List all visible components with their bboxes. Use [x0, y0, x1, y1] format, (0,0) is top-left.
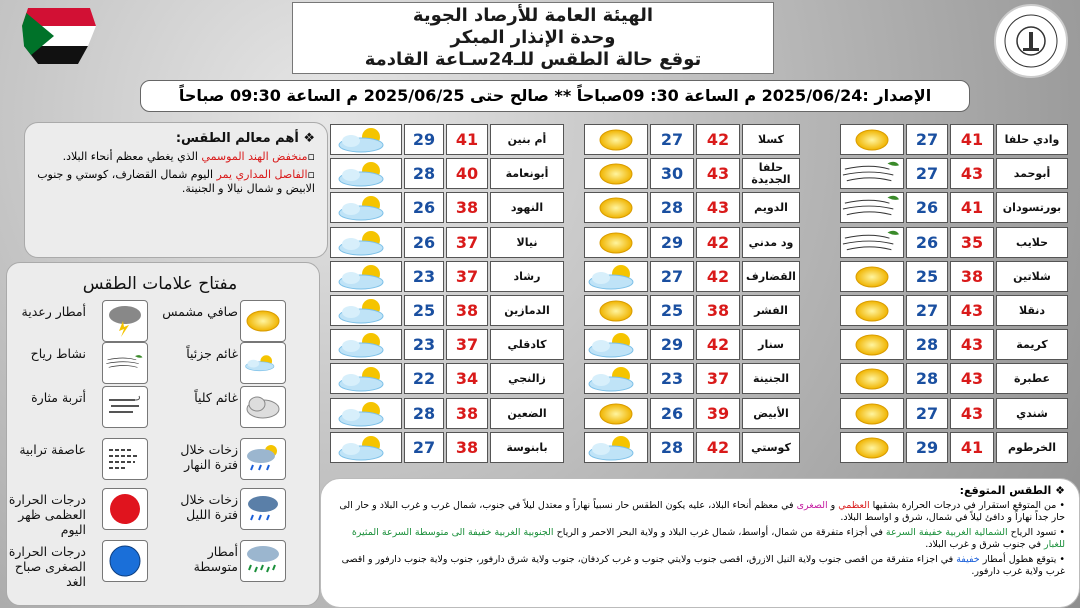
key-label: عاصفة ترابية [19, 442, 86, 457]
city-name: وادي حلفا [996, 124, 1068, 155]
city-name: القضارف [742, 261, 800, 292]
max-temp: 41 [950, 432, 994, 463]
key-label: صافي مشمس [162, 304, 238, 319]
city-name: أبونعامة [490, 158, 564, 189]
city-name: الجنينة [742, 363, 800, 394]
partly-weather-icon [330, 329, 402, 360]
sun-weather-icon [840, 329, 904, 360]
city-name: الأبيض [742, 398, 800, 429]
max-temp: 43 [950, 363, 994, 394]
max-temp: 35 [950, 227, 994, 258]
max-temp-icon [102, 488, 148, 530]
sun-weather-icon [584, 227, 648, 258]
sun-weather-icon [840, 295, 904, 326]
max-temp: 37 [696, 363, 740, 394]
city-name: كوستي [742, 432, 800, 463]
min-temp: 28 [650, 432, 694, 463]
partly-weather-icon [584, 432, 648, 463]
min-temp: 26 [404, 192, 444, 223]
moderate-rain-icon [240, 540, 286, 582]
unit-name: وحدة الإنذار المبكر [450, 27, 616, 48]
sun-icon [240, 300, 286, 342]
city-name: حلايب [996, 227, 1068, 258]
max-temp: 38 [696, 295, 740, 326]
max-temp: 43 [950, 158, 994, 189]
wind-icon [102, 342, 148, 384]
max-temp: 42 [696, 124, 740, 155]
max-temp: 43 [950, 329, 994, 360]
city-name: الضعين [490, 398, 564, 429]
sun-weather-icon [584, 158, 648, 189]
wind-weather-icon [840, 227, 904, 258]
min-temp: 28 [906, 329, 948, 360]
wind-weather-icon [840, 192, 904, 223]
min-temp: 27 [906, 295, 948, 326]
meteorological-authority-logo [994, 4, 1068, 78]
partly-weather-icon [330, 261, 402, 292]
max-temp: 38 [446, 432, 488, 463]
city-name: الدمازين [490, 295, 564, 326]
key-label: زخات خلال فترة الليل [180, 492, 238, 522]
min-temp: 26 [906, 227, 948, 258]
sun-weather-icon [840, 363, 904, 394]
max-temp: 42 [696, 329, 740, 360]
bulletin-title: توقع حالة الطقس للـ24سـاعة القادمة [364, 49, 702, 70]
sudan-flag-icon [18, 6, 100, 66]
feature-item: ▫الفاصل المداري يمر اليوم شمال القضارف، كوستي و جنوب الابيض و شمال نيالا و الجنينة. [37, 168, 315, 195]
features-title: أهم معالم الطقس: [175, 131, 299, 146]
city-name: بورتسودان [996, 192, 1068, 223]
min-temp: 28 [650, 192, 694, 223]
forecast-paragraph: • من المتوقع استقرار في درجات الحرارة بشقيها العظمي و الصغرى في معظم أنحاء البلاد، عليه يكون الطقس حار نسبياً نهاراً و معتدل ليلاً في جنوب، شمال غرب و غرب البلاد و حار الى حار جداً نهاراً و دافئ ليلاً في شمال، شرق و اواسط البلاد. [339, 500, 1065, 523]
dust-icon [102, 386, 148, 428]
key-label: أمطار رعدية [21, 304, 86, 319]
city-name: الخرطوم [996, 432, 1068, 463]
max-temp: 37 [446, 227, 488, 258]
max-temp: 43 [696, 192, 740, 223]
partly-weather-icon [330, 227, 402, 258]
city-name: كريمة [996, 329, 1068, 360]
max-temp: 39 [696, 398, 740, 429]
forecast-paragraph: • تسود الرياح الشمالية الغربية خفيفة السرعة في أجزاء متفرقة من شمال، أواسط، شمال غرب البلاد و ولاية البحر الاحمر و الرياح الجنوبية الغربية خفيفة الى متوسطة السرعة المثيرة للغبار في جنوب شرق و غرب البلاد. [351, 527, 1065, 550]
max-temp: 43 [950, 398, 994, 429]
max-temp: 37 [446, 329, 488, 360]
min-temp: 27 [906, 398, 948, 429]
key-label: درجات الحرارة الصغرى صباح الغد [8, 544, 86, 589]
max-temp: 38 [950, 261, 994, 292]
city-name: شلاتين [996, 261, 1068, 292]
min-temp: 26 [906, 192, 948, 223]
city-name: حلفا الجديدة [742, 158, 800, 189]
partly-weather-icon [330, 432, 402, 463]
partly-weather-icon [330, 158, 402, 189]
sun-weather-icon [584, 124, 648, 155]
sun-weather-icon [584, 398, 648, 429]
city-name: سنار [742, 329, 800, 360]
min-temp: 27 [650, 124, 694, 155]
key-label: أمطار متوسطة [193, 544, 238, 574]
sun-weather-icon [584, 295, 648, 326]
min-temp: 28 [906, 363, 948, 394]
city-name: أم بنين [490, 124, 564, 155]
wind-weather-icon [840, 158, 904, 189]
key-label: غائم جزئياً [186, 346, 238, 361]
key-label: أتربة مثارة [31, 390, 86, 405]
sun-weather-icon [584, 192, 648, 223]
partly-weather-icon [330, 124, 402, 155]
city-name: نيالا [490, 227, 564, 258]
min-temp: 23 [404, 261, 444, 292]
bulletin-header [292, 2, 774, 74]
checkbox-icon: ▫ [307, 150, 315, 163]
city-name: النهود [490, 192, 564, 223]
city-name: الدويم [742, 192, 800, 223]
min-temp: 25 [906, 261, 948, 292]
key-label: نشاط رياح [30, 346, 86, 361]
min-temp: 27 [906, 158, 948, 189]
partly-cloudy-icon [240, 342, 286, 384]
feature-item: ▫منخفض الهند الموسمي الذي يغطي معظم أنحاء البلاد. [62, 150, 315, 163]
partly-weather-icon [584, 261, 648, 292]
min-temp: 25 [404, 295, 444, 326]
max-temp: 42 [696, 227, 740, 258]
min-temp: 25 [650, 295, 694, 326]
city-name: أبوحمد [996, 158, 1068, 189]
min-temp: 27 [404, 432, 444, 463]
key-label: زخات خلال فترة النهار [180, 442, 238, 472]
max-temp: 40 [446, 158, 488, 189]
sun-weather-icon [840, 398, 904, 429]
partly-weather-icon [584, 363, 648, 394]
issue-validity-line: الإصدار :2025/06/24 م الساعة 30: 09صباحاً ** صالح حتى 2025/06/25 م الساعة 09:30 صباحاً [140, 80, 970, 112]
bullet-icon: ❖ [298, 131, 315, 146]
min-temp: 26 [650, 398, 694, 429]
key-label: غائم كلياً [194, 390, 238, 405]
weather-features-panel [24, 122, 328, 258]
city-name: ود مدني [742, 227, 800, 258]
key-label: درجات الحرارة العظمى ظهر اليوم [8, 492, 86, 537]
max-temp: 38 [446, 192, 488, 223]
city-name: كادقلي [490, 329, 564, 360]
max-temp: 41 [950, 192, 994, 223]
min-temp: 30 [650, 158, 694, 189]
min-temp: 27 [906, 124, 948, 155]
max-temp: 43 [950, 295, 994, 326]
sun-weather-icon [840, 261, 904, 292]
duststorm-icon [102, 438, 148, 480]
sun-weather-icon [840, 432, 904, 463]
thunderstorm-icon [102, 300, 148, 342]
max-temp: 41 [950, 124, 994, 155]
min-temp-icon [102, 540, 148, 582]
min-temp: 22 [404, 363, 444, 394]
city-name: بابنوسة [490, 432, 564, 463]
min-temp: 29 [404, 124, 444, 155]
max-temp: 42 [696, 261, 740, 292]
min-temp: 28 [404, 158, 444, 189]
min-temp: 29 [906, 432, 948, 463]
partly-weather-icon [330, 398, 402, 429]
max-temp: 38 [446, 398, 488, 429]
partly-weather-icon [330, 295, 402, 326]
partly-weather-icon [330, 192, 402, 223]
key-title: مفتاح علامات الطقس [82, 274, 238, 294]
city-name: زالنجي [490, 363, 564, 394]
partly-weather-icon [584, 329, 648, 360]
authority-name: الهيئة العامة للأرصاد الجوية [412, 5, 654, 26]
city-name: رشاد [490, 261, 564, 292]
forecast-title: الطقس المتوقع: [959, 484, 1052, 497]
min-temp: 29 [650, 329, 694, 360]
min-temp: 27 [650, 261, 694, 292]
forecast-paragraph: • يتوقع هطول أمطار خفيفة في اجزاء متفرقة من اقصى جنوب ولاية النيل الازرق، اقصى جنوب ولايتي جنوب و غرب كردفان، جنوب ولاية شرق دارفور، جنوب ولاية جنوب دارفور و اقصى غرب ولاية غرب دارفور. [341, 554, 1065, 577]
city-name: شندي [996, 398, 1068, 429]
max-temp: 41 [446, 124, 488, 155]
cloudy-icon [240, 386, 286, 428]
max-temp: 42 [696, 432, 740, 463]
max-temp: 37 [446, 261, 488, 292]
city-name: دنقلا [996, 295, 1068, 326]
bullet-icon: ❖ [1051, 484, 1065, 497]
max-temp: 34 [446, 363, 488, 394]
min-temp: 28 [404, 398, 444, 429]
min-temp: 23 [650, 363, 694, 394]
city-name: الفشر [742, 295, 800, 326]
min-temp: 26 [404, 227, 444, 258]
min-temp: 23 [404, 329, 444, 360]
city-name: عطبرة [996, 363, 1068, 394]
day-showers-icon [240, 438, 286, 480]
checkbox-icon: ▫ [307, 168, 315, 181]
min-temp: 29 [650, 227, 694, 258]
expected-weather-panel [320, 478, 1080, 608]
sun-weather-icon [840, 124, 904, 155]
night-showers-icon [240, 488, 286, 530]
max-temp: 38 [446, 295, 488, 326]
max-temp: 43 [696, 158, 740, 189]
city-name: كسلا [742, 124, 800, 155]
partly-weather-icon [330, 363, 402, 394]
